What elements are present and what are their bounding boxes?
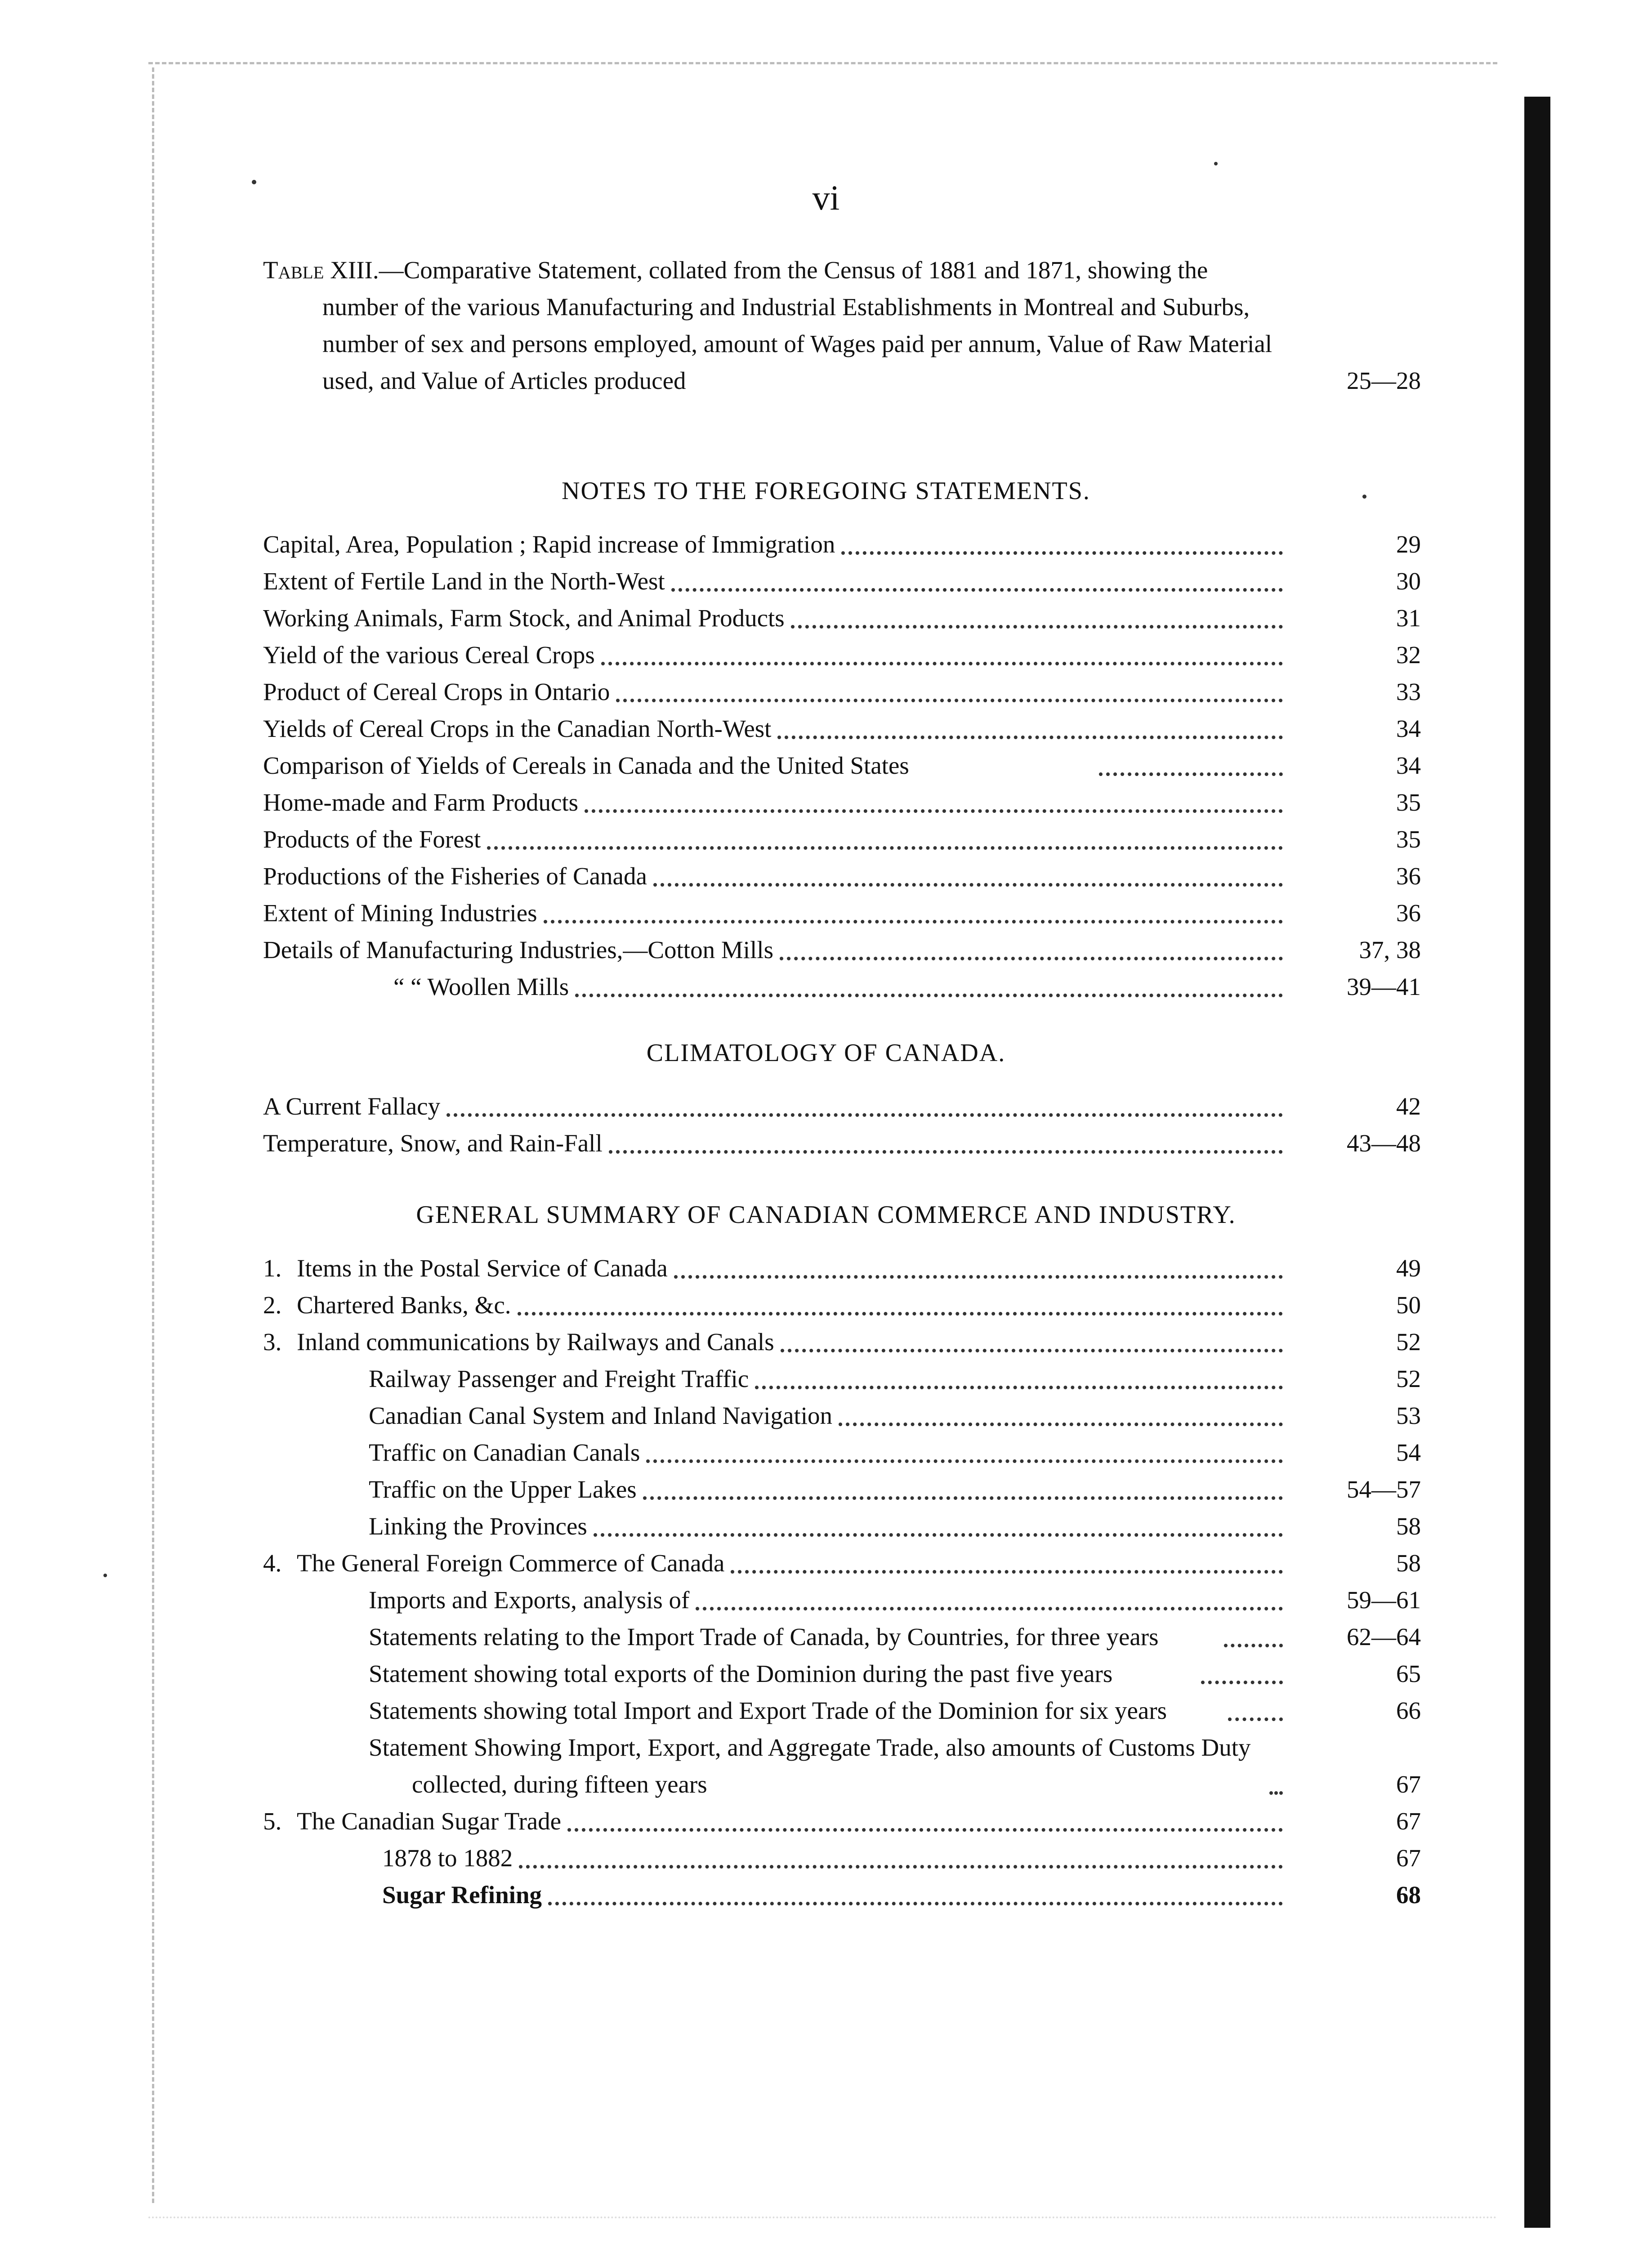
toc-entry-title — [263, 932, 1288, 968]
toc-entry-title — [263, 1545, 1288, 1582]
toc-entry-pages: 36 — [1396, 899, 1421, 927]
toc-entry-pages: 43—48 — [1347, 1129, 1421, 1157]
toc-entry — [263, 1840, 1421, 1877]
toc-entry-title — [263, 1619, 1288, 1655]
dot-leader — [791, 625, 1283, 629]
toc-entry-text: Yields of Cereal Crops in the Canadian North-West — [263, 715, 772, 742]
toc-entry-pages: 32 — [1396, 641, 1421, 669]
toc-entry-title — [263, 674, 1288, 710]
toc-entry-title — [263, 637, 1288, 674]
toc-entry-pages: 34 — [1396, 715, 1421, 742]
toc-entry-text: Linking the Provinces — [369, 1512, 587, 1540]
dot-leader — [781, 1349, 1283, 1352]
toc-entry — [263, 968, 1421, 1005]
dot-leader — [519, 1865, 1283, 1869]
toc-entry — [263, 1545, 1421, 1582]
toc-entry-title — [263, 1088, 1288, 1125]
toc-entry-pages: 29 — [1396, 531, 1421, 558]
toc-entry-text: Details of Manufacturing Industries,—Cotton Mills — [263, 936, 773, 963]
toc-entry-text: Canadian Canal System and Inland Navigation — [369, 1402, 833, 1429]
dot-leader — [487, 846, 1283, 850]
toc-entry-title — [263, 1360, 1288, 1397]
toc-entry — [263, 1692, 1421, 1729]
toc-entry-text: Statement Showing Import, Export, and Aggregate Trade, also amounts of Customs Duty collected, during fifteen years — [369, 1734, 1251, 1798]
toc-entry — [263, 1324, 1421, 1360]
dot-leader — [839, 1423, 1283, 1426]
table-xiii-description: XIII.—Comparative Statement, collated from the Census of 1881 and 1871, showing the number of the various Manufacturing and Industrial Establishments in Montreal and Suburbs, number of sex and persons employed, amount of Wages paid per annum, Value of Raw Material used, and Value of Articles produced — [322, 256, 1272, 394]
toc-entry-title — [263, 1803, 1288, 1840]
summary-list — [263, 1250, 1421, 1913]
dot-leader — [1269, 1791, 1283, 1795]
dot-leader — [1099, 772, 1283, 776]
toc-entry-text: The Canadian Sugar Trade — [297, 1807, 562, 1835]
toc-entry — [263, 747, 1421, 784]
toc-entry — [263, 784, 1421, 821]
toc-entry — [263, 1729, 1421, 1803]
toc-entry-text: 1878 to 1882 — [382, 1844, 513, 1872]
scan-speck — [1214, 162, 1218, 165]
toc-entry-pages: 58 — [1396, 1512, 1421, 1540]
toc-entry-pages: 62—64 — [1347, 1623, 1421, 1650]
toc-entry — [263, 932, 1421, 968]
toc-entry-text: “ “ Woollen Mills — [393, 973, 569, 1000]
toc-entry-pages: 54 — [1396, 1439, 1421, 1466]
toc-entry-pages: 31 — [1396, 604, 1421, 632]
dot-leader — [841, 551, 1283, 555]
toc-entry — [263, 526, 1421, 563]
toc-entry-title — [263, 1582, 1288, 1619]
toc-entry-pages: 37, 38 — [1359, 936, 1421, 963]
toc-entry-title — [263, 1840, 1288, 1877]
toc-entry-text: Capital, Area, Population ; Rapid increase of Immigration — [263, 531, 835, 558]
toc-entry — [263, 1619, 1421, 1655]
toc-entry — [263, 674, 1421, 710]
toc-entry — [263, 1125, 1421, 1162]
dot-leader — [780, 957, 1283, 960]
toc-entry-title — [263, 1729, 1288, 1803]
toc-entry-pages: 65 — [1396, 1660, 1421, 1687]
toc-entry-number: 1. — [263, 1254, 282, 1282]
toc-entry — [263, 1250, 1421, 1287]
toc-entry-pages: 54—57 — [1347, 1476, 1421, 1503]
dot-leader — [1228, 1717, 1283, 1721]
toc-entry-text: A Current Fallacy — [263, 1093, 441, 1120]
toc-entry-pages: 30 — [1396, 567, 1421, 595]
dot-leader — [585, 809, 1283, 813]
dot-leader — [643, 1496, 1283, 1500]
toc-entry-pages: 49 — [1396, 1254, 1421, 1282]
toc-entry-title — [263, 895, 1288, 932]
toc-entry-pages: 34 — [1396, 752, 1421, 779]
toc-entry-text: Extent of Fertile Land in the North-West — [263, 567, 665, 595]
dot-leader — [1224, 1644, 1283, 1647]
toc-entry-text: The General Foreign Commerce of Canada — [297, 1549, 725, 1577]
toc-entry-pages: 52 — [1396, 1328, 1421, 1356]
toc-entry-pages: 42 — [1396, 1093, 1421, 1120]
toc-entry-pages: 35 — [1396, 789, 1421, 816]
toc-entry-pages: 58 — [1396, 1549, 1421, 1577]
toc-entry-text: Home-made and Farm Products — [263, 789, 579, 816]
toc-entry-pages: 39—41 — [1347, 973, 1421, 1000]
dot-leader — [609, 1150, 1283, 1154]
toc-entry-number: 3. — [263, 1328, 282, 1356]
toc-entry-title — [263, 1471, 1288, 1508]
toc-entry-title — [263, 1655, 1288, 1692]
toc-entry — [263, 1397, 1421, 1434]
dot-leader — [777, 736, 1283, 739]
notes-list — [263, 526, 1421, 1005]
toc-entry-number: 2. — [263, 1291, 282, 1319]
scan-edge-bottom — [148, 2217, 1497, 2218]
dot-leader — [696, 1607, 1283, 1610]
toc-entry-pages: 68 — [1396, 1881, 1421, 1909]
toc-entry-text: Working Animals, Farm Stock, and Animal Products — [263, 604, 785, 632]
climatology-list — [263, 1088, 1421, 1162]
toc-entry-title — [263, 526, 1288, 563]
table-xiii-text — [263, 252, 1288, 399]
table-xiii-pages: 25—28 — [1347, 367, 1421, 394]
dot-leader — [674, 1275, 1283, 1279]
toc-entry-text: Productions of the Fisheries of Canada — [263, 862, 647, 890]
toc-entry — [263, 1655, 1421, 1692]
dot-leader — [567, 1828, 1283, 1832]
toc-entry-title — [263, 710, 1288, 747]
scan-edge-left — [152, 67, 154, 2203]
toc-entry-title — [263, 1397, 1288, 1434]
toc-entry-title — [263, 1250, 1288, 1287]
dot-leader — [616, 699, 1283, 702]
toc-entry-title — [263, 968, 1288, 1005]
toc-entry-pages: 67 — [1396, 1771, 1421, 1798]
toc-entry-title — [263, 600, 1288, 637]
toc-entry-text: Extent of Mining Industries — [263, 899, 537, 927]
toc-entry-title — [263, 1508, 1288, 1545]
toc-entry — [263, 1803, 1421, 1840]
toc-entry-text: Yield of the various Cereal Crops — [263, 641, 595, 669]
toc-entry-title — [263, 1434, 1288, 1471]
toc-entry-number: 5. — [263, 1807, 282, 1835]
climatology-heading: CLIMATOLOGY OF CANADA. — [646, 1039, 1006, 1067]
toc-entry-title — [263, 858, 1288, 895]
toc-entry — [263, 1582, 1421, 1619]
toc-entry-pages: 59—61 — [1347, 1586, 1421, 1614]
dot-leader — [755, 1386, 1283, 1389]
toc-entry-pages: 66 — [1396, 1697, 1421, 1724]
toc-entry-title — [263, 1692, 1288, 1729]
toc-entry — [263, 895, 1421, 932]
notes-heading: NOTES TO THE FOREGOING STATEMENTS. — [562, 477, 1090, 505]
table-xiii-entry — [263, 252, 1421, 399]
toc-entry-text: Statement showing total exports of the Dominion during the past five years — [369, 1660, 1113, 1687]
dot-leader — [731, 1570, 1283, 1574]
table-label: Table — [263, 256, 324, 284]
toc-entry — [263, 858, 1421, 895]
toc-entry-text: Statements showing total Import and Export Trade of the Dominion for six years — [369, 1697, 1167, 1724]
dot-leader — [646, 1459, 1283, 1463]
dot-leader — [594, 1533, 1283, 1537]
toc-entry-title — [263, 1877, 1288, 1913]
toc-entry — [263, 710, 1421, 747]
toc-entry — [263, 1877, 1421, 1913]
dot-leader — [601, 662, 1283, 665]
toc-entry-text: Products of the Forest — [263, 825, 481, 853]
toc-entry-text: Statements relating to the Import Trade of Canada, by Countries, for three years — [369, 1623, 1159, 1650]
toc-entry — [263, 563, 1421, 600]
toc-entry — [263, 1434, 1421, 1471]
toc-entry-pages: 67 — [1396, 1807, 1421, 1835]
toc-entry-title — [263, 747, 1288, 784]
toc-entry-title — [263, 563, 1288, 600]
dot-leader — [653, 883, 1283, 887]
toc-entry — [263, 1088, 1421, 1125]
toc-entry-text: Railway Passenger and Freight Traffic — [369, 1365, 749, 1392]
toc-entry-title — [263, 784, 1288, 821]
dot-leader — [544, 920, 1283, 923]
page-folio: vi — [812, 178, 840, 217]
toc-entry-pages: 67 — [1396, 1844, 1421, 1872]
dot-leader — [575, 994, 1283, 997]
toc-entry-text: Inland communications by Railways and Canals — [297, 1328, 774, 1356]
dot-leader — [548, 1902, 1283, 1905]
scan-edge-top — [148, 62, 1497, 64]
toc-entry — [263, 1360, 1421, 1397]
toc-entry-title — [263, 821, 1288, 858]
dot-leader — [671, 588, 1283, 592]
scan-speck — [103, 1574, 107, 1577]
dot-leader — [1201, 1681, 1283, 1684]
toc-entry-title — [263, 1324, 1288, 1360]
toc-entry-text: Traffic on Canadian Canals — [369, 1439, 640, 1466]
toc-entry-pages: 35 — [1396, 825, 1421, 853]
toc-entry-text: Traffic on the Upper Lakes — [369, 1476, 637, 1503]
toc-entry-text: Sugar Refining — [382, 1881, 542, 1909]
toc-entry — [263, 637, 1421, 674]
toc-entry-pages: 36 — [1396, 862, 1421, 890]
summary-heading: GENERAL SUMMARY OF CANADIAN COMMERCE AND INDUSTRY. — [416, 1201, 1236, 1229]
toc-entry-text: Temperature, Snow, and Rain-Fall — [263, 1129, 603, 1157]
toc-entry-number: 4. — [263, 1549, 282, 1577]
toc-entry-title — [263, 1287, 1288, 1324]
dot-leader — [518, 1312, 1283, 1316]
toc-entry-pages: 52 — [1396, 1365, 1421, 1392]
toc-entry-text: Chartered Banks, &c. — [297, 1291, 511, 1319]
toc-entry — [263, 1508, 1421, 1545]
toc-entry — [263, 600, 1421, 637]
toc-entry — [263, 1471, 1421, 1508]
toc-entry-pages: 50 — [1396, 1291, 1421, 1319]
toc-entry-text: Product of Cereal Crops in Ontario — [263, 678, 610, 705]
dot-leader — [446, 1113, 1283, 1117]
toc-entry-text: Items in the Postal Service of Canada — [297, 1254, 668, 1282]
toc-entry — [263, 821, 1421, 858]
toc-entry-pages: 53 — [1396, 1402, 1421, 1429]
binding-shadow-bar — [1524, 97, 1550, 2228]
toc-entry — [263, 1287, 1421, 1324]
toc-entry-pages: 33 — [1396, 678, 1421, 705]
toc-entry-title — [263, 1125, 1288, 1162]
toc-entry-text: Imports and Exports, analysis of — [369, 1586, 690, 1614]
toc-entry-text: Comparison of Yields of Cereals in Canada and the United States — [263, 752, 909, 779]
